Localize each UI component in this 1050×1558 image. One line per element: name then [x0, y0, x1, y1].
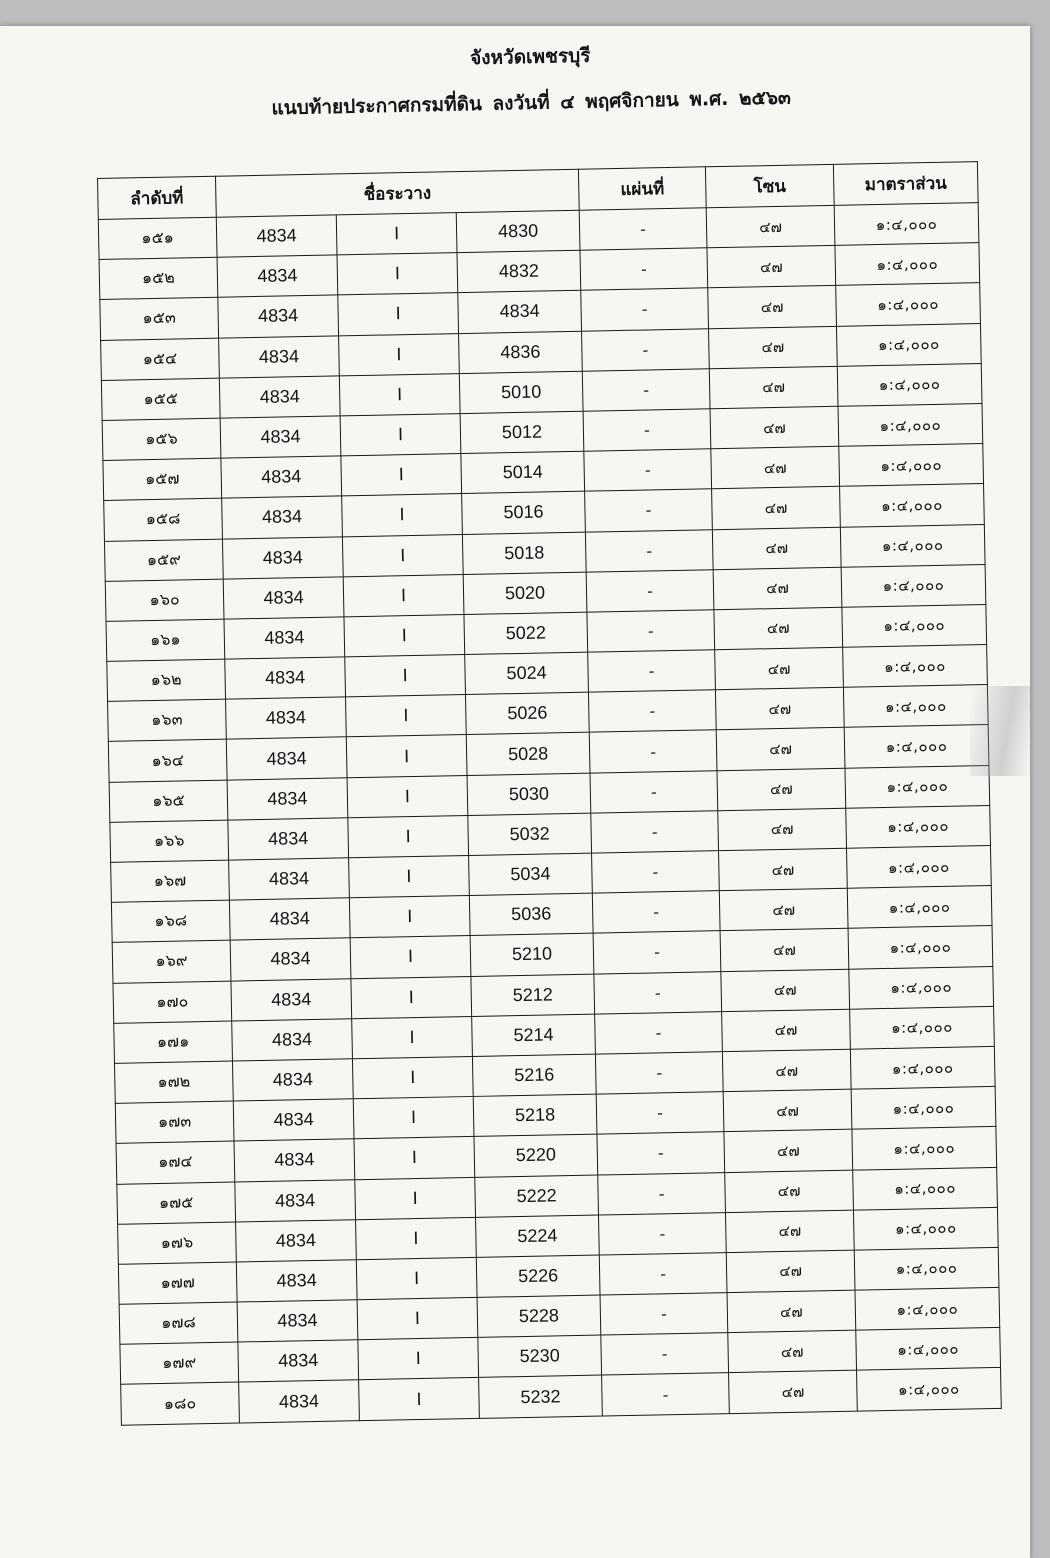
cell-sheet: -	[588, 690, 716, 733]
cell-name-separator: I	[356, 1257, 477, 1299]
cell-scale: ๑:๔,๐๐๐	[840, 484, 985, 527]
cell-name-primary: 4834	[226, 737, 347, 779]
cell-name-secondary: 5036	[469, 893, 593, 936]
cell-sheet: -	[592, 891, 720, 934]
announcement-subtitle: แนบท้ายประกาศกรมที่ดิน ลงวันที่ ๔ พฤศจิกายน พ.ศ. ๒๕๖๓	[271, 86, 792, 120]
cell-name-primary: 4834	[221, 456, 342, 498]
cell-seq: ๑๗๘	[119, 1302, 238, 1344]
cell-sheet: -	[583, 409, 711, 452]
column-header-sheet: แผ่นที่	[578, 167, 706, 210]
cell-seq: ๑๖๘	[111, 900, 230, 942]
cell-name-secondary: 5228	[477, 1295, 601, 1338]
cell-name-secondary: 5226	[476, 1255, 600, 1298]
cell-scale: ๑:๔,๐๐๐	[843, 645, 988, 688]
cell-zone: ๔๗	[715, 688, 844, 731]
cell-name-separator: I	[343, 574, 464, 616]
cell-name-separator: I	[358, 1338, 479, 1380]
cell-name-secondary: 5022	[464, 612, 588, 655]
column-header-seq: ลำดับที่	[98, 176, 217, 219]
cell-name-separator: I	[338, 293, 459, 335]
cell-scale: ๑:๔,๐๐๐	[846, 805, 991, 848]
cell-name-secondary: 5222	[475, 1175, 599, 1218]
cell-name-primary: 4834	[229, 898, 350, 940]
cell-zone: ๔๗	[719, 848, 848, 891]
cell-seq: ๑๖๙	[112, 940, 231, 982]
cell-zone: ๔๗	[715, 647, 844, 690]
cell-name-secondary: 5012	[460, 411, 584, 454]
cell-name-separator: I	[349, 896, 470, 938]
cell-name-secondary: 5028	[466, 733, 590, 776]
cell-name-separator: I	[344, 614, 465, 656]
cell-name-primary: 4834	[234, 1139, 355, 1181]
cell-sheet: -	[589, 730, 717, 773]
column-header-name: ชื่อระวาง	[215, 169, 579, 217]
cell-seq: ๑๗๖	[118, 1222, 237, 1264]
cell-scale: ๑:๔,๐๐๐	[841, 564, 986, 607]
cell-name-secondary: 4834	[458, 291, 582, 334]
column-header-zone: โซน	[705, 164, 834, 207]
cell-zone: ๔๗	[709, 326, 838, 369]
cell-name-primary: 4834	[235, 1179, 356, 1221]
cell-name-separator: I	[349, 855, 470, 897]
cell-sheet: -	[590, 770, 718, 813]
cell-zone: ๔๗	[711, 446, 840, 489]
cell-scale: ๑:๔,๐๐๐	[857, 1368, 1002, 1411]
cell-name-separator: I	[357, 1297, 478, 1339]
cell-zone: ๔๗	[720, 929, 849, 972]
cell-name-primary: 4834	[236, 1260, 357, 1302]
cell-seq: ๑๕๓	[100, 298, 219, 340]
cell-name-secondary: 5020	[463, 572, 587, 615]
cell-seq: ๑๗๓	[115, 1101, 234, 1143]
cell-seq: ๑๗๗	[118, 1262, 237, 1304]
cell-zone: ๔๗	[725, 1210, 854, 1253]
cell-name-primary: 4834	[222, 496, 343, 538]
cell-scale: ๑:๔,๐๐๐	[853, 1207, 998, 1250]
cell-zone: ๔๗	[723, 1089, 852, 1132]
cell-seq: ๑๕๖	[102, 418, 221, 460]
cell-name-separator: I	[350, 936, 471, 978]
cell-seq: ๑๕๔	[101, 338, 220, 380]
cell-sheet: -	[579, 208, 707, 251]
cell-zone: ๔๗	[716, 728, 845, 771]
cell-name-secondary: 5032	[468, 813, 592, 856]
cell-sheet: -	[601, 1333, 729, 1376]
cell-zone: ๔๗	[710, 406, 839, 449]
cell-scale: ๑:๔,๐๐๐	[850, 1046, 995, 1089]
cell-name-primary: 4834	[227, 777, 348, 819]
cell-scale: ๑:๔,๐๐๐	[850, 1006, 995, 1049]
cell-name-separator: I	[346, 695, 467, 737]
column-header-scale: มาตราส่วน	[833, 162, 978, 206]
cell-name-separator: I	[342, 534, 463, 576]
cell-zone: ๔๗	[724, 1129, 853, 1172]
cell-name-separator: I	[347, 775, 468, 817]
cell-name-separator: I	[353, 1097, 474, 1139]
cell-name-separator: I	[345, 655, 466, 697]
cell-name-primary: 4834	[231, 978, 352, 1020]
document-header	[180, 37, 881, 124]
cell-name-separator: I	[355, 1177, 476, 1219]
cell-scale: ๑:๔,๐๐๐	[838, 403, 983, 446]
cell-seq: ๑๖๓	[108, 699, 227, 741]
cell-name-primary: 4834	[229, 858, 350, 900]
cell-name-primary: 4834	[217, 255, 338, 297]
cell-name-primary: 4834	[230, 938, 351, 980]
cell-seq: ๑๕๑	[98, 217, 217, 259]
cell-seq: ๑๗๙	[120, 1342, 239, 1384]
cell-name-separator: I	[354, 1137, 475, 1179]
cell-name-separator: I	[339, 333, 460, 375]
cell-name-primary: 4834	[220, 416, 341, 458]
cell-seq: ๑๖๐	[105, 579, 224, 621]
cell-seq: ๑๕๘	[104, 498, 223, 540]
cell-name-separator: I	[342, 494, 463, 536]
cell-seq: ๑๖๑	[106, 619, 225, 661]
cell-name-secondary: 5232	[479, 1375, 603, 1418]
cell-name-secondary: 5224	[476, 1215, 600, 1258]
cell-name-primary: 4834	[228, 818, 349, 860]
cell-name-primary: 4834	[219, 376, 340, 418]
cell-name-secondary: 5018	[462, 532, 586, 575]
cell-name-primary: 4834	[222, 536, 343, 578]
cell-scale: ๑:๔,๐๐๐	[853, 1167, 998, 1210]
cell-name-primary: 4834	[232, 1059, 353, 1101]
cell-name-secondary: 5214	[472, 1014, 596, 1057]
cell-seq: ๑๗๐	[113, 981, 232, 1023]
cell-scale: ๑:๔,๐๐๐	[847, 886, 992, 929]
cell-name-secondary: 5010	[459, 371, 583, 414]
cell-sheet: -	[596, 1092, 724, 1135]
cell-name-secondary: 5026	[465, 692, 589, 735]
cell-seq: ๑๗๑	[114, 1021, 233, 1063]
cell-name-primary: 4834	[218, 295, 339, 337]
cell-sheet: -	[595, 1011, 723, 1054]
cell-name-separator: I	[346, 735, 467, 777]
cell-zone: ๔๗	[709, 366, 838, 409]
map-sheet-table-wrapper	[97, 161, 1001, 1425]
cell-scale: ๑:๔,๐๐๐	[835, 243, 980, 286]
cell-name-secondary: 5034	[469, 853, 593, 896]
cell-seq: ๑๖๕	[109, 780, 228, 822]
cell-sheet: -	[602, 1373, 730, 1416]
cell-sheet: -	[588, 650, 716, 693]
cell-name-separator: I	[352, 1056, 473, 1098]
cell-sheet: -	[597, 1132, 725, 1175]
cell-name-primary: 4834	[238, 1340, 359, 1382]
cell-zone: ๔๗	[722, 1009, 851, 1052]
cell-name-primary: 4834	[236, 1219, 357, 1261]
cell-scale: ๑:๔,๐๐๐	[848, 926, 993, 969]
cell-sheet: -	[599, 1212, 727, 1255]
cell-name-separator: I	[351, 976, 472, 1018]
cell-scale: ๑:๔,๐๐๐	[843, 685, 988, 728]
cell-name-secondary: 5212	[471, 974, 595, 1017]
cell-sheet: -	[595, 1052, 723, 1095]
cell-seq: ๑๕๗	[103, 458, 222, 500]
cell-sheet: -	[586, 569, 714, 612]
cell-seq: ๑๗๔	[116, 1141, 235, 1183]
cell-sheet: -	[599, 1252, 727, 1295]
cell-sheet: -	[593, 931, 721, 974]
cell-name-primary: 4834	[226, 697, 347, 739]
table-body	[98, 203, 1001, 1425]
province-title: จังหวัดเพชรบุรี	[469, 44, 591, 70]
cell-zone: ๔๗	[707, 246, 836, 289]
cell-name-secondary: 5024	[465, 652, 589, 695]
cell-zone: ๔๗	[708, 286, 837, 329]
cell-sheet: -	[591, 811, 719, 854]
cell-name-primary: 4834	[225, 657, 346, 699]
cell-name-secondary: 4832	[457, 250, 581, 293]
cell-seq: ๑๕๙	[104, 539, 223, 581]
cell-scale: ๑:๔,๐๐๐	[852, 1127, 997, 1170]
cell-seq: ๑๖๒	[107, 659, 226, 701]
cell-zone: ๔๗	[727, 1290, 856, 1333]
cell-zone: ๔๗	[722, 1049, 851, 1092]
cell-name-secondary: 5030	[467, 773, 591, 816]
cell-scale: ๑:๔,๐๐๐	[842, 604, 987, 647]
cell-zone: ๔๗	[718, 808, 847, 851]
cell-name-separator: I	[352, 1016, 473, 1058]
cell-seq: ๑๖๔	[108, 740, 227, 782]
cell-sheet: -	[594, 971, 722, 1014]
cell-name-separator: I	[337, 253, 458, 295]
cell-zone: ๔๗	[729, 1371, 858, 1414]
cell-scale: ๑:๔,๐๐๐	[836, 283, 981, 326]
cell-zone: ๔๗	[712, 527, 841, 570]
cell-zone: ๔๗	[712, 487, 841, 530]
cell-zone: ๔๗	[726, 1250, 855, 1293]
cell-zone: ๔๗	[728, 1330, 857, 1373]
cell-scale: ๑:๔,๐๐๐	[837, 363, 982, 406]
cell-sheet: -	[585, 529, 713, 572]
cell-name-secondary: 5218	[473, 1094, 597, 1137]
cell-seq: ๑๖๗	[111, 860, 230, 902]
cell-scale: ๑:๔,๐๐๐	[854, 1247, 999, 1290]
cell-name-separator: I	[339, 373, 460, 415]
cell-name-separator: I	[348, 815, 469, 857]
cell-name-primary: 4834	[239, 1380, 360, 1422]
cell-name-separator: I	[359, 1378, 480, 1420]
cell-name-primary: 4834	[219, 335, 340, 377]
cell-scale: ๑:๔,๐๐๐	[851, 1087, 996, 1130]
cell-sheet: -	[585, 489, 713, 532]
cell-scale: ๑:๔,๐๐๐	[834, 203, 979, 246]
cell-seq: ๑๘๐	[121, 1382, 240, 1424]
map-sheet-table	[97, 161, 1002, 1425]
cell-sheet: -	[598, 1172, 726, 1215]
cell-sheet: -	[581, 288, 709, 331]
cell-zone: ๔๗	[719, 888, 848, 931]
cell-zone: ๔๗	[725, 1170, 854, 1213]
cell-scale: ๑:๔,๐๐๐	[839, 444, 984, 487]
cell-sheet: -	[592, 851, 720, 894]
cell-name-secondary: 5230	[478, 1335, 602, 1378]
cell-scale: ๑:๔,๐๐๐	[849, 966, 994, 1009]
cell-name-secondary: 4836	[459, 331, 583, 374]
cell-name-secondary: 5210	[470, 933, 594, 976]
cell-zone: ๔๗	[706, 205, 835, 248]
cell-sheet: -	[584, 449, 712, 492]
cell-name-secondary: 4830	[456, 210, 580, 253]
cell-sheet: -	[587, 610, 715, 653]
cell-name-primary: 4834	[233, 1099, 354, 1141]
cell-name-primary: 4834	[224, 617, 345, 659]
cell-name-separator: I	[356, 1217, 477, 1259]
cell-name-primary: 4834	[223, 577, 344, 619]
cell-zone: ๔๗	[721, 969, 850, 1012]
cell-name-secondary: 5014	[461, 451, 585, 494]
cell-scale: ๑:๔,๐๐๐	[855, 1287, 1000, 1330]
cell-sheet: -	[582, 369, 710, 412]
cell-sheet: -	[582, 328, 710, 371]
cell-seq: ๑๕๕	[101, 378, 220, 420]
cell-name-secondary: 5220	[474, 1134, 598, 1177]
cell-name-separator: I	[340, 414, 461, 456]
cell-name-secondary: 5016	[462, 492, 586, 535]
cell-name-separator: I	[341, 454, 462, 496]
cell-scale: ๑:๔,๐๐๐	[847, 845, 992, 888]
cell-scale: ๑:๔,๐๐๐	[845, 765, 990, 808]
cell-name-primary: 4834	[232, 1019, 353, 1061]
cell-name-primary: 4834	[237, 1300, 358, 1342]
cell-zone: ๔๗	[713, 567, 842, 610]
cell-scale: ๑:๔,๐๐๐	[836, 323, 981, 366]
cell-name-separator: I	[336, 213, 457, 255]
cell-seq: ๑๗๕	[117, 1182, 236, 1224]
cell-sheet: -	[580, 248, 708, 291]
cell-scale: ๑:๔,๐๐๐	[844, 725, 989, 768]
cell-scale: ๑:๔,๐๐๐	[840, 524, 985, 567]
document-page	[0, 26, 1030, 1558]
cell-scale: ๑:๔,๐๐๐	[856, 1328, 1001, 1371]
cell-zone: ๔๗	[714, 607, 843, 650]
cell-zone: ๔๗	[717, 768, 846, 811]
cell-name-secondary: 5216	[472, 1054, 596, 1097]
cell-seq: ๑๗๒	[114, 1061, 233, 1103]
cell-sheet: -	[600, 1293, 728, 1336]
cell-seq: ๑๖๖	[110, 820, 229, 862]
cell-seq: ๑๕๒	[99, 257, 218, 299]
cell-name-primary: 4834	[216, 215, 337, 257]
